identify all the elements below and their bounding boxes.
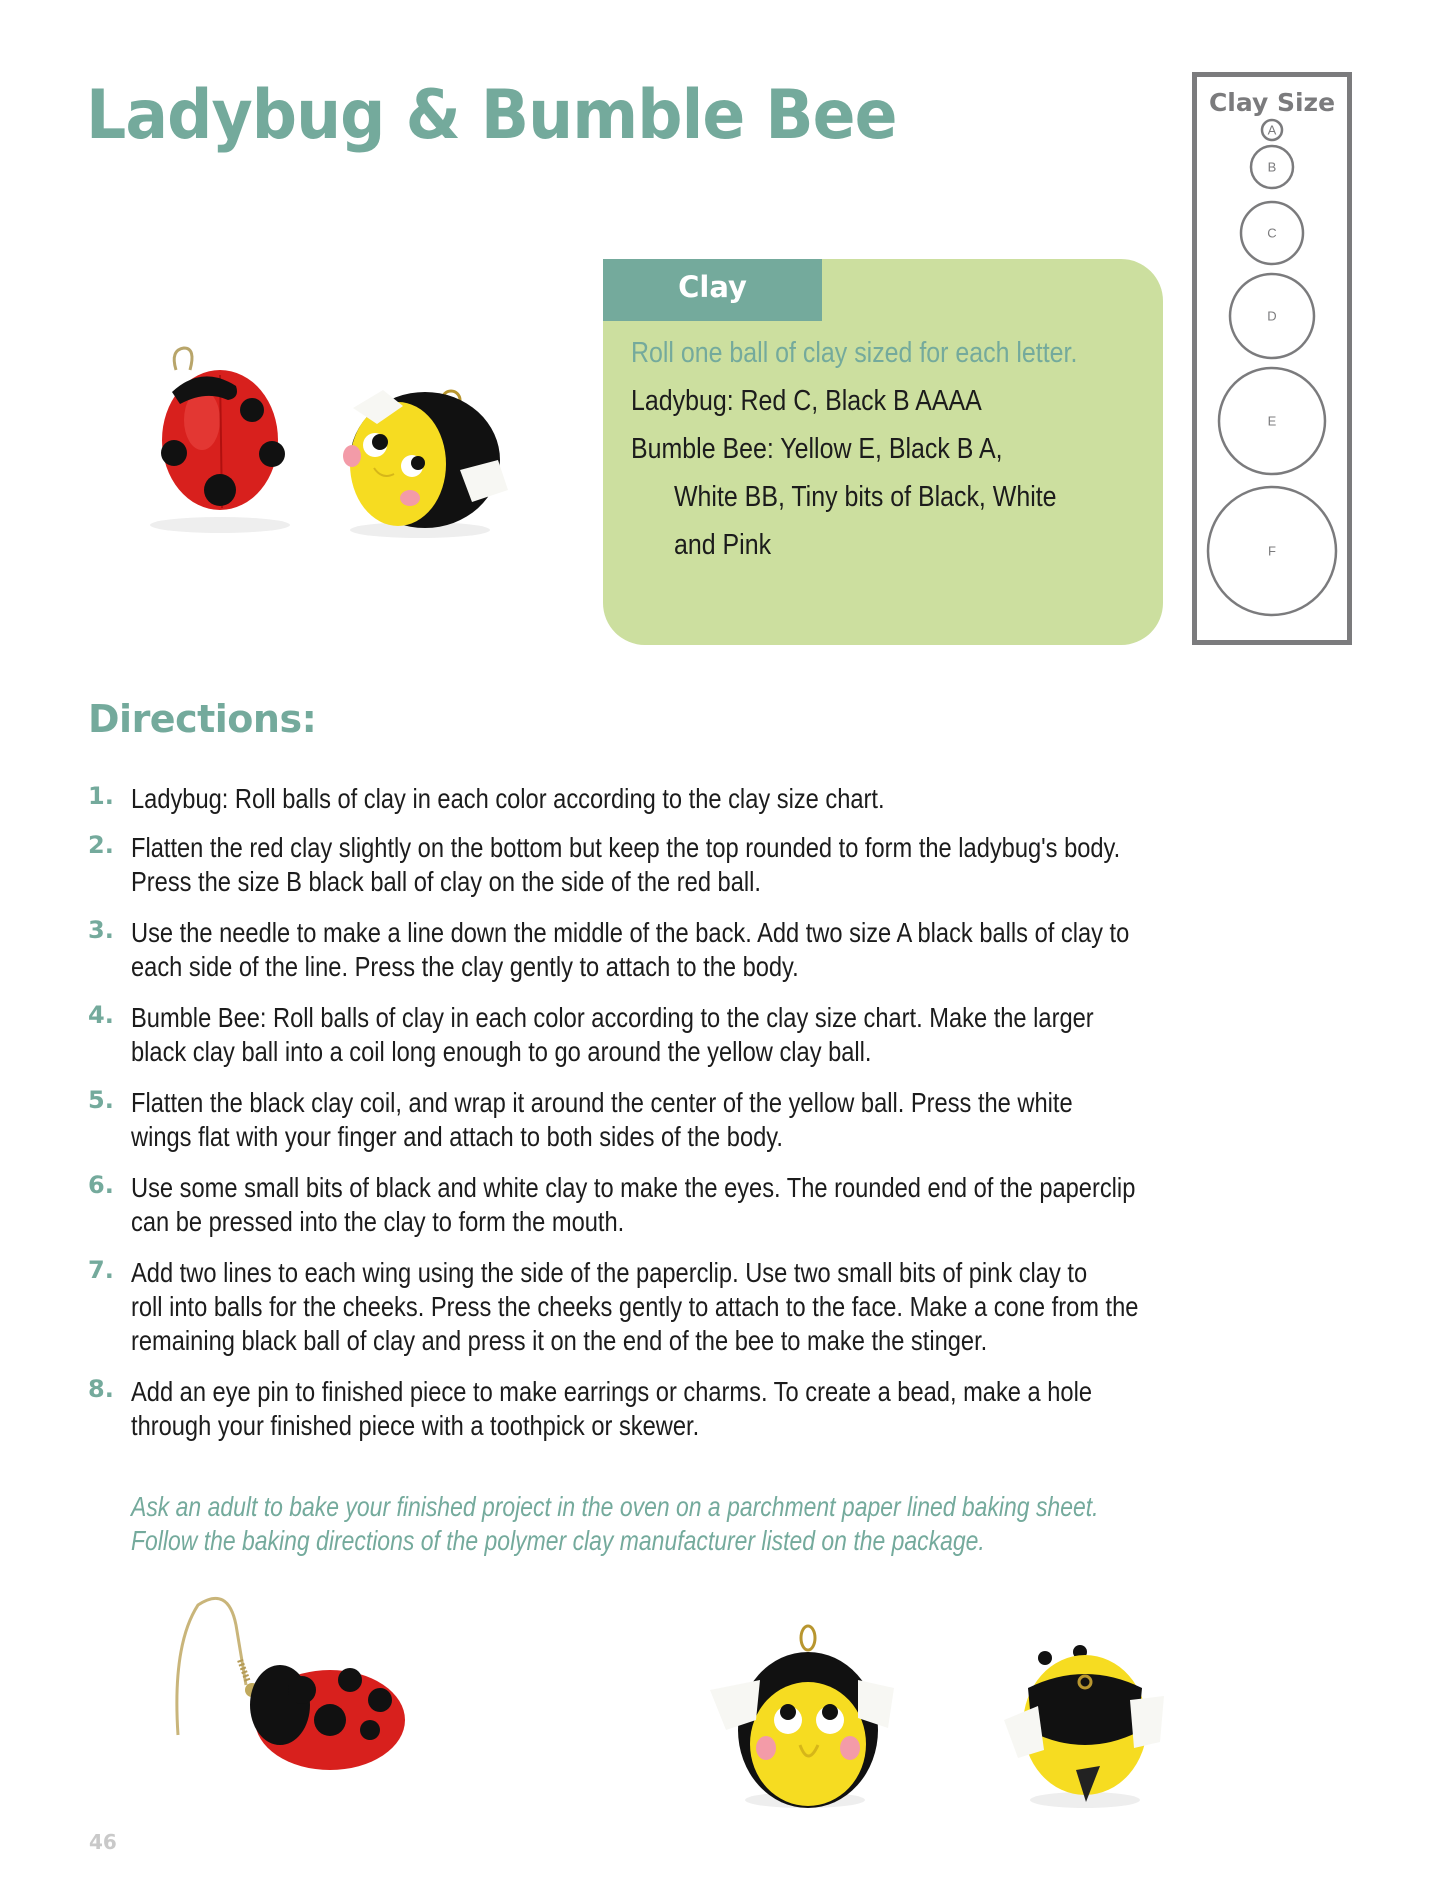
clay-info-box (603, 259, 1163, 645)
step-text: Flatten the black clay coil, and wrap it around the center of the yellow ball. Press the white wings flat with your finger and attach to both sides of the body. (131, 1087, 1073, 1152)
clay-bee-line-1: Bumble Bee: Yellow E, Black B A, (631, 433, 1003, 465)
baking-note: Ask an adult to bake your finished project in the oven on a parchment paper lined baking sheet. Follow the baking directions of the polymer clay manufacturer listed on the package. (131, 1491, 1099, 1556)
step-number: 4. (88, 1001, 114, 1029)
svg-text:A: A (1267, 122, 1277, 138)
step-text: Ladybug: Roll balls of clay in each color according to the clay size chart. (131, 783, 885, 814)
size-c (1241, 202, 1303, 264)
bumble-bee-back-photo (990, 1630, 1180, 1820)
step-text: Add two lines to each wing using the side of the paperclip. Use two small bits of pink clay to roll into balls for the cheeks. Press the cheeks gently to attach to the face. Make a cone from the remaining black ball of clay and press it on the end of the bee to make the stinger. (131, 1257, 1139, 1356)
ladybug-charm-image (150, 348, 290, 533)
svg-text:B: B (1267, 159, 1277, 175)
clay-size-title: Clay Size (1208, 88, 1336, 117)
clay-tab (603, 259, 822, 321)
step-text: Add an eye pin to finished piece to make earrings or charms. To create a bead, make a hole through your finished piece with a toothpick or skewer. (131, 1376, 1092, 1441)
clay-bee-line-3: and Pink (674, 529, 772, 561)
page-number: 46 (89, 1830, 117, 1854)
size-b (1251, 146, 1293, 188)
step-text: Use the needle to make a line down the middle of the back. Add two size A black balls of clay to each side of the line. Press the clay gently to attach to the body. (131, 917, 1130, 982)
svg-text:E: E (1267, 413, 1277, 429)
step-text: Use some small bits of black and white clay to make the eyes. The rounded end of the paperclip can be pressed into the clay to form the mouth. (131, 1172, 1136, 1237)
step-number: 1. (88, 782, 114, 810)
clay-tab-label: Clay (678, 270, 747, 304)
step-number: 3. (88, 916, 114, 944)
page-title: Ladybug & Bumble Bee (86, 76, 897, 155)
bumble-bee-charm-image (343, 390, 508, 538)
clay-size-circles (1197, 77, 1347, 640)
clay-ladybug: Ladybug: Red C, Black B AAAA (631, 385, 982, 417)
size-f (1208, 487, 1336, 615)
size-d (1230, 274, 1314, 358)
size-e (1219, 368, 1325, 474)
clay-intro: Roll one ball of clay sized for each letter. (631, 337, 1078, 369)
clay-bee-line-2: White BB, Tiny bits of Black, White (674, 481, 1057, 513)
size-a (1262, 120, 1282, 140)
bumble-bee-front-photo (700, 1620, 900, 1820)
directions-heading: Directions: (88, 697, 317, 741)
clay-size-chart (1192, 72, 1352, 645)
step-number: 2. (88, 831, 114, 859)
step-number: 5. (88, 1086, 114, 1114)
step-number: 6. (88, 1171, 114, 1199)
ladybug-and-bee-photo (80, 330, 540, 540)
svg-text:F: F (1268, 543, 1276, 559)
svg-text:C: C (1267, 225, 1277, 241)
step-number: 8. (88, 1375, 114, 1403)
step-number: 7. (88, 1256, 114, 1284)
step-text: Bumble Bee: Roll balls of clay in each color according to the clay size chart. Make the larger black clay ball into a coil long enough to go around the yellow clay ball. (131, 1002, 1094, 1067)
svg-text:D: D (1267, 308, 1277, 324)
ladybug-earring-photo (160, 1580, 440, 1780)
step-text: Flatten the red clay slightly on the bottom but keep the top rounded to form the ladybug's body. Press the size B black ball of clay on the side of the red ball. (131, 832, 1121, 897)
